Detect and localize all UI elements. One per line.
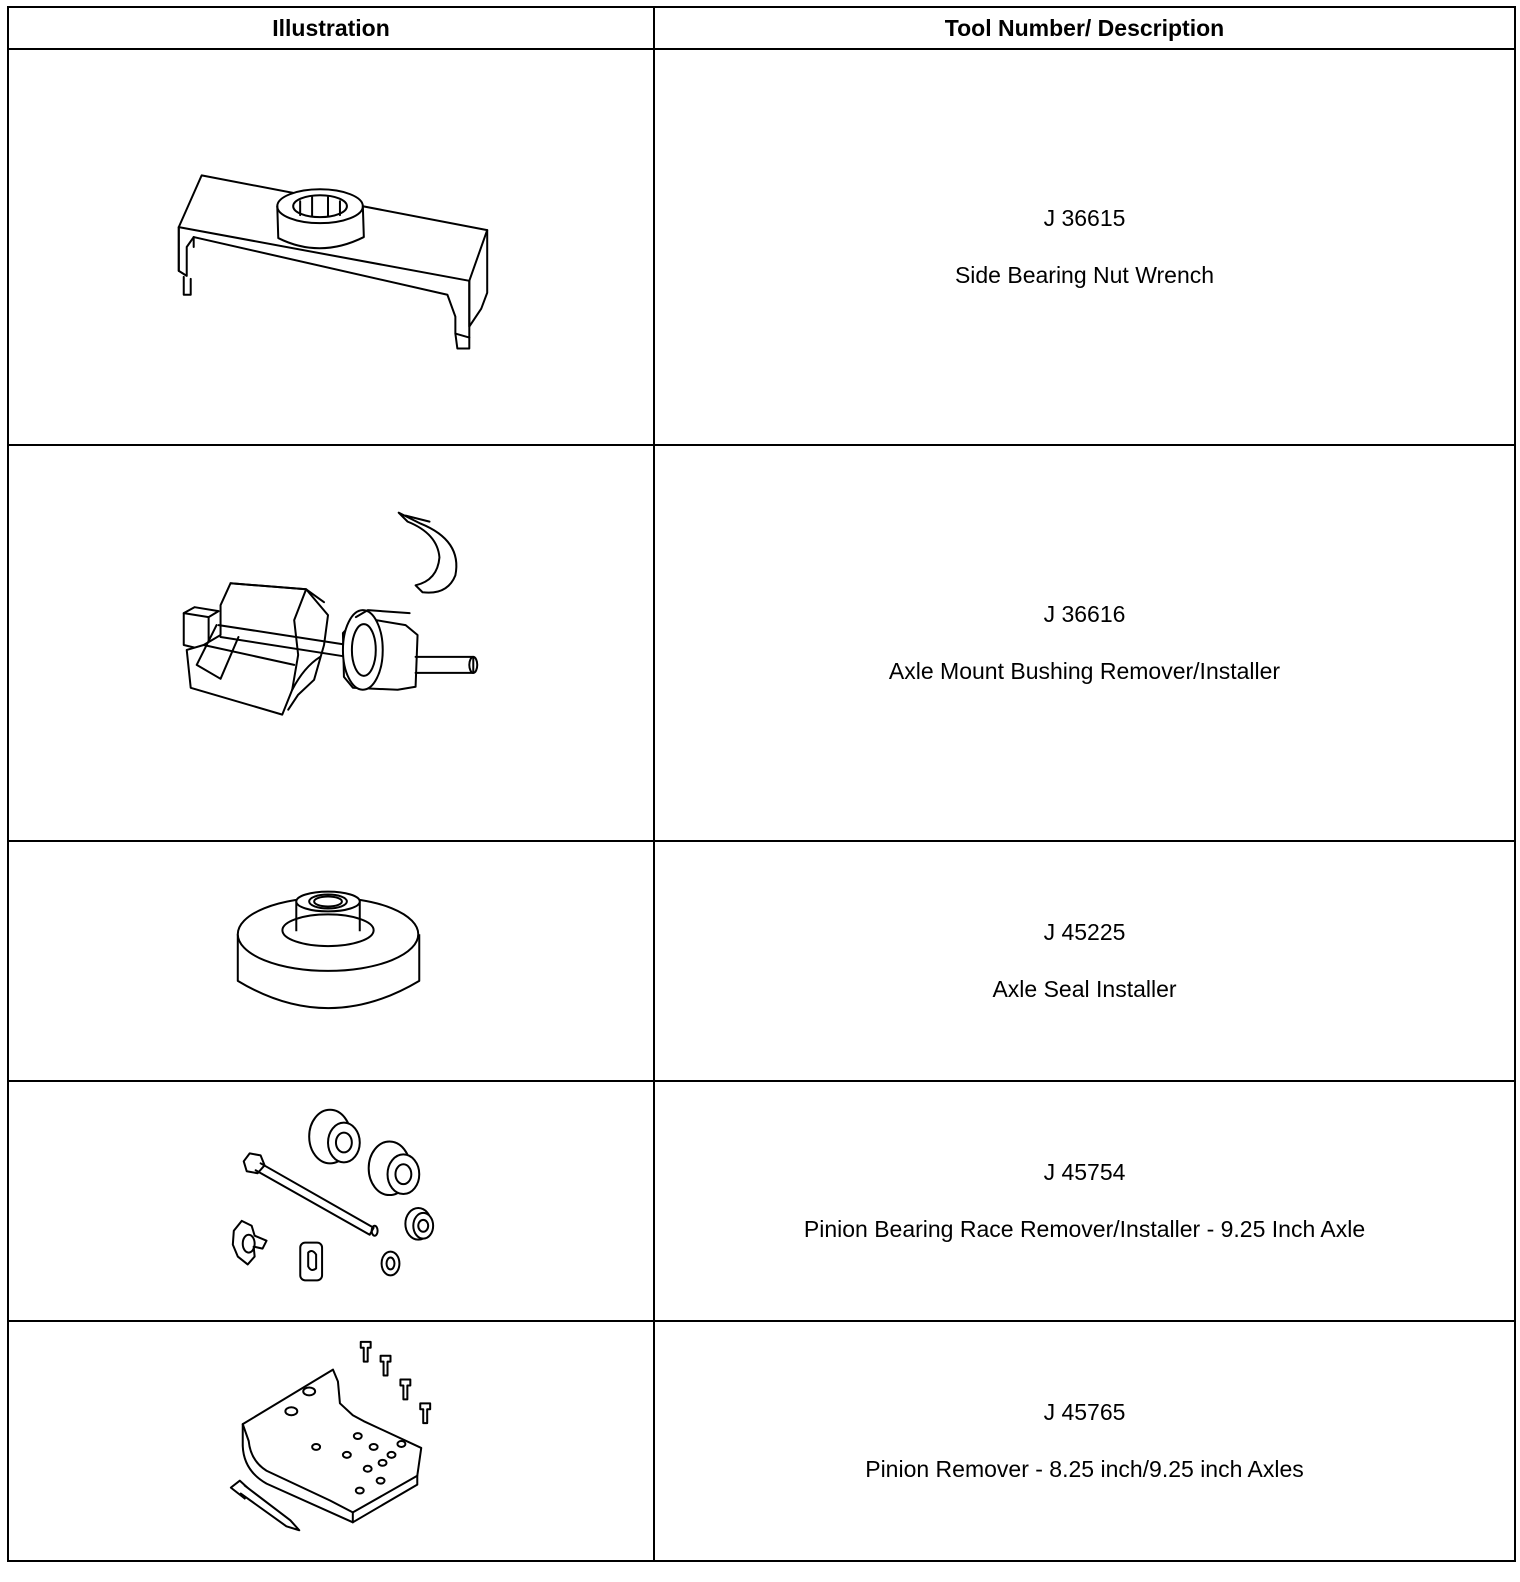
tool-number: J 45225	[1043, 919, 1126, 945]
table-row	[8, 445, 1515, 841]
description-cell	[654, 445, 1515, 841]
tool-description: Axle Seal Installer	[992, 976, 1177, 1002]
illustration-cell	[8, 445, 654, 841]
tool-number: J 36616	[1043, 601, 1126, 627]
illustration-cell	[8, 49, 654, 445]
header-illustration: Illustration	[8, 7, 654, 49]
axle-seal-installer-icon	[9, 842, 653, 1080]
header-description: Tool Number/ Description	[654, 7, 1515, 49]
table-row	[8, 49, 1515, 445]
pinion-bearing-race-tool-icon	[9, 1082, 653, 1320]
table-row	[8, 841, 1515, 1081]
side-bearing-nut-wrench-icon	[9, 50, 653, 444]
tool-description: Axle Mount Bushing Remover/Installer	[888, 658, 1281, 684]
tool-number: J 36615	[1043, 205, 1126, 231]
table-row	[8, 1081, 1515, 1321]
table-row	[8, 1321, 1515, 1561]
axle-mount-bushing-tool-icon	[9, 446, 653, 840]
description-cell	[654, 1081, 1515, 1321]
tool-description: Pinion Bearing Race Remover/Installer - 9.25 Inch Axle	[803, 1216, 1366, 1242]
tool-number: J 45754	[1043, 1159, 1126, 1185]
header-row	[8, 7, 1515, 49]
description-cell	[654, 1321, 1515, 1561]
tool-number: J 45765	[1043, 1399, 1126, 1425]
illustration-cell	[8, 1081, 654, 1321]
tool-description: Pinion Remover - 8.25 inch/9.25 inch Axles	[865, 1456, 1304, 1482]
description-cell	[654, 841, 1515, 1081]
tools-table	[7, 6, 1516, 1562]
illustration-cell	[8, 1321, 654, 1561]
illustration-cell	[8, 841, 654, 1081]
pinion-remover-icon	[9, 1322, 653, 1560]
tool-description: Side Bearing Nut Wrench	[954, 262, 1215, 288]
description-cell	[654, 49, 1515, 445]
